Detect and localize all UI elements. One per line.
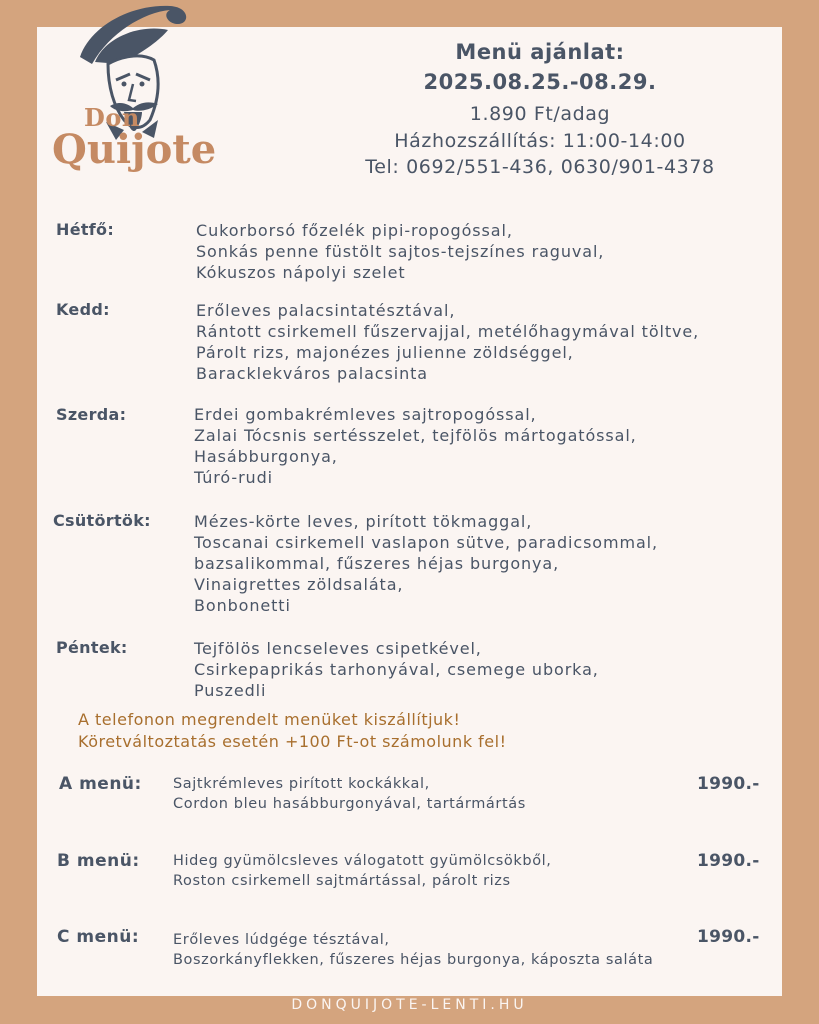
menu-a-price: 1990.-	[697, 774, 760, 794]
menu-item: Baracklekváros palacsinta	[196, 364, 428, 383]
menu-item: Cordon bleu hasábburgonyával, tartármártás	[173, 796, 526, 812]
menu-item: Tejfölös lencseleves csipetkével,	[194, 639, 482, 658]
menu-price: 1.890 Ft/adag	[469, 103, 611, 125]
menu-item: Sonkás penne füstölt sajtos-tejszínes raguval,	[196, 242, 605, 261]
brand-name-bottom: Quijote	[52, 126, 217, 173]
menu-item: Boszorkányflekken, fűszeres héjas burgonya, káposzta saláta	[173, 952, 654, 968]
day-label-monday: Hétfő:	[56, 220, 115, 239]
day-label-wednesday: Szerda:	[56, 405, 127, 424]
menu-item: Csirkepaprikás tarhonyával, csemege uborka,	[194, 660, 599, 679]
day-items-thursday	[194, 511, 658, 616]
menu-item: Hasábburgonya,	[194, 447, 338, 466]
menu-a-label: A menü:	[59, 774, 142, 794]
menu-item: bazsalikommal, fűszeres héjas burgonya,	[194, 554, 560, 573]
menu-item: Hideg gyümölcsleves válogatott gyümölcsökből,	[173, 853, 552, 869]
menu-c-price: 1990.-	[697, 927, 760, 947]
menu-item: Cukorborsó főzelék pipi-ropogóssal,	[196, 221, 513, 240]
menu-b-price: 1990.-	[697, 851, 760, 871]
menu-a-items	[173, 774, 526, 814]
menu-item: Erőleves palacsintatésztával,	[196, 301, 456, 320]
menu-b-label: B menü:	[57, 851, 140, 871]
menu-item: Vinaigrettes zöldsaláta,	[194, 575, 404, 594]
menu-c-label: C menü:	[57, 927, 140, 947]
menu-b-items	[173, 851, 552, 891]
day-items-tuesday	[196, 300, 699, 384]
day-items-monday	[196, 220, 604, 283]
menu-item: Roston csirkemell sajtmártással, párolt rizs	[173, 873, 511, 889]
menu-item: Erőleves lúdgége tésztával,	[173, 932, 390, 948]
day-items-wednesday	[194, 404, 637, 488]
menu-item: Puszedli	[194, 681, 267, 700]
menu-c-items	[173, 930, 653, 970]
day-label-thursday: Csütörtök:	[53, 511, 151, 530]
brand-name-top: Don	[84, 103, 140, 132]
delivery-hours: Házhozszállítás: 11:00-14:00	[394, 130, 686, 152]
website-link[interactable]: DONQUIJOTE-LENTI.HU	[291, 997, 528, 1013]
menu-item: Túró-rudi	[194, 468, 273, 487]
menu-item: Kókuszos nápolyi szelet	[196, 263, 406, 282]
menu-item: Bonbonetti	[194, 596, 291, 615]
day-items-friday	[194, 638, 599, 701]
side-change-note: Köretváltoztatás esetén +100 Ft-ot számolunk fel!	[78, 732, 507, 751]
menu-item: Erdei gombakrémleves sajtropogóssal,	[194, 405, 537, 424]
menu-item: Sajtkrémleves pirított kockákkal,	[173, 776, 430, 792]
day-label-tuesday: Kedd:	[56, 300, 110, 319]
menu-item: Mézes-körte leves, pirított tökmaggal,	[194, 512, 533, 531]
delivery-note: A telefonon megrendelt menüket kiszállítjuk!	[78, 710, 461, 729]
menu-item: Toscanai csirkemell vaslapon sütve, paradicsommal,	[194, 533, 658, 552]
menu-dates: 2025.08.25.-08.29.	[423, 70, 657, 94]
menu-item: Rántott csirkemell fűszervajjal, metélőhagymával töltve,	[196, 322, 700, 341]
phone-numbers: Tel: 0692/551-436, 0630/901-4378	[365, 156, 715, 178]
menu-title: Menü ajánlat:	[455, 40, 625, 64]
day-label-friday: Péntek:	[56, 638, 128, 657]
menu-item: Zalai Tócsnis sertésszelet, tejfölös mártogatóssal,	[194, 426, 637, 445]
menu-item: Párolt rizs, majonézes julienne zöldséggel,	[196, 343, 574, 362]
